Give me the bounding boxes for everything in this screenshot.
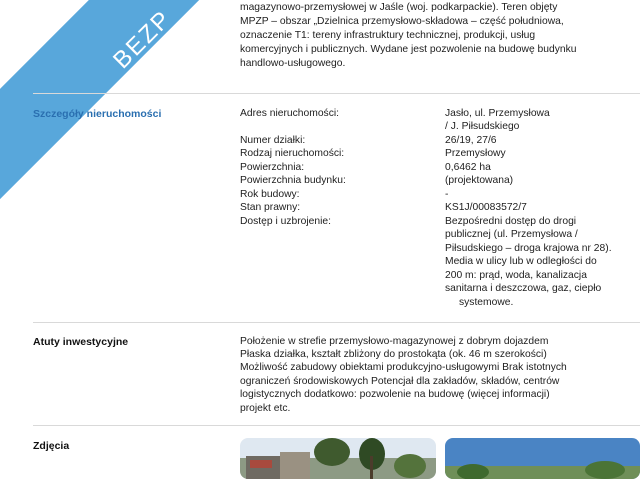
detail-value: Piłsudskiego – droga krajowa nr 28). bbox=[445, 243, 612, 254]
detail-value: Bezpośredni dostęp do drogi bbox=[445, 216, 577, 227]
detail-value: Media w ulicy lub w odległości do bbox=[445, 256, 597, 267]
detail-key: Numer działki: bbox=[240, 135, 306, 146]
intro-line: oznaczenie T1: tereny infrastruktury technicznej, produkcji, usług bbox=[240, 30, 536, 41]
detail-value: (projektowana) bbox=[445, 175, 514, 186]
detail-key: Powierzchnia: bbox=[240, 162, 305, 173]
status-ribbon-text: BEZP bbox=[108, 5, 178, 75]
detail-value: / J. Piłsudskiego bbox=[445, 121, 520, 132]
intro-line: magazynowo-przemysłowej w Jaśle (woj. podkarpackie). Teren objęty bbox=[240, 2, 558, 13]
atuty-line: ograniczeń środowiskowych Potencjał dla zakładów, składów, centrów bbox=[240, 376, 560, 387]
detail-value: publicznej (ul. Przemysłowa / bbox=[445, 229, 578, 240]
detail-key: Rodzaj nieruchomości: bbox=[240, 148, 345, 159]
atuty-section-label: Atuty inwestycyjne bbox=[33, 336, 129, 348]
detail-value: 0,6462 ha bbox=[445, 162, 491, 173]
detail-value: Jasło, ul. Przemysłowa bbox=[445, 108, 550, 119]
detail-value: 26/19, 27/6 bbox=[445, 135, 497, 146]
detail-key: Dostęp i uzbrojenie: bbox=[240, 216, 332, 227]
photo-1-image bbox=[240, 438, 436, 479]
property-photo-1[interactable] bbox=[240, 438, 436, 479]
property-photo-2[interactable] bbox=[445, 438, 640, 479]
section-divider bbox=[33, 322, 640, 323]
detail-key: Rok budowy: bbox=[240, 189, 300, 200]
detail-value: KS1J/00083572/7 bbox=[445, 202, 527, 213]
atuty-line: projekt etc. bbox=[240, 403, 291, 414]
detail-key: Stan prawny: bbox=[240, 202, 301, 213]
detail-key: Powierzchnia budynku: bbox=[240, 175, 346, 186]
intro-line: komercyjnych i publicznych. Wydane jest pozwolenie na budowę budynku bbox=[240, 44, 577, 55]
section-divider bbox=[33, 93, 640, 94]
detail-value: sanitarna i deszczowa, gaz, ciepło bbox=[445, 283, 602, 294]
detail-value: - bbox=[445, 189, 449, 200]
intro-line: handlowo-usługowego. bbox=[240, 58, 346, 69]
detail-value: Przemysłowy bbox=[445, 148, 506, 159]
atuty-line: Możliwość zabudowy obiektami produkcyjno-usługowymi Brak istotnych bbox=[240, 362, 567, 373]
details-section-label: Szczegóły nieruchomości bbox=[33, 108, 162, 120]
photo-2-image bbox=[445, 438, 640, 479]
atuty-line: Płaska działka, kształt zbliżony do prostokąta (ok. 46 m szerokości) bbox=[240, 349, 547, 360]
atuty-line: logistycznych dodatkowo: pozwolenie na budowę (więcej informacji) bbox=[240, 389, 550, 400]
detail-value: 200 m: prąd, woda, kanalizacja bbox=[445, 270, 587, 281]
intro-line: MPZP – obszar „Dzielnica przemysłowo-składowa – część południowa, bbox=[240, 16, 564, 27]
section-divider bbox=[33, 425, 640, 426]
detail-value: systemowe. bbox=[459, 297, 514, 308]
detail-key: Adres nieruchomości: bbox=[240, 108, 340, 119]
atuty-line: Położenie w strefie przemysłowo-magazynowej z dobrym dojazdem bbox=[240, 336, 549, 347]
zdjecia-section-label: Zdjęcia bbox=[33, 440, 70, 452]
